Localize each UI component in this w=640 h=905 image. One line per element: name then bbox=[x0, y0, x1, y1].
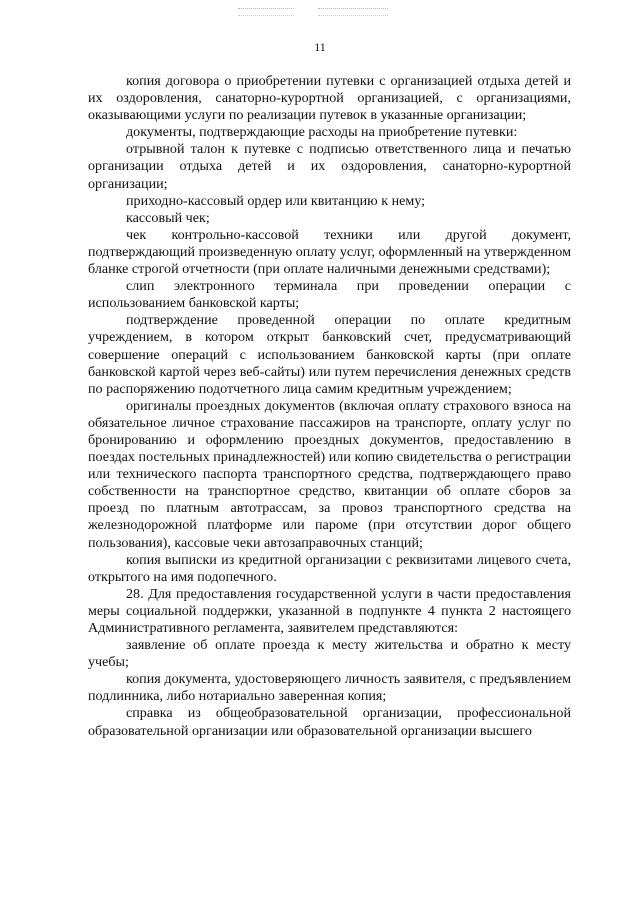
paragraph-cash-register-check: чек контрольно-кассовой техники или другой документ, подтверждающий произведенную оплату услуг, оформленный на утвержденном бланке строгой отчетности (при оплате наличными денежными средствами); bbox=[88, 226, 571, 278]
paragraph-school-certificate: справка из общеобразовательной организации, профессиональной образовательной организации или образовательной организации высшего bbox=[88, 705, 571, 739]
paragraph-account-statement: копия выписки из кредитной организации с реквизитами лицевого счета, открытого на имя подопечного. bbox=[88, 551, 571, 585]
paragraph-bank-confirmation: подтверждение проведенной операции по оплате кредитным учреждением, в котором открыт банковский счет, предусматривающий совершение операций с использованием банковской карты (при оплате банковской картой через веб-сайты) или путем перечисления денежных средств по распоряжению подотчетного лица самим кредитным учреждением; bbox=[88, 312, 571, 397]
scan-artifact-left bbox=[238, 8, 294, 16]
page-number: 11 bbox=[314, 40, 326, 54]
paragraph-item-28: 28. Для предоставления государственной услуги в части предоставления меры социальной поддержки, указанной в подпункте 4 пункта 2 настоящего Административного регламента, заявителем представляются: bbox=[88, 585, 571, 636]
paragraph-contract-copy: копия договора о приобретении путевки с организацией отдыха детей и их оздоровления, санаторно-курортной организацией, с организациями, оказывающими услуги по реализации путевок в указанные организации; bbox=[88, 73, 571, 124]
paragraph-expense-documents: документы, подтверждающие расходы на приобретение путевки: bbox=[126, 124, 518, 141]
scan-artifact-right bbox=[318, 8, 388, 16]
paragraph-identity-document-copy: копия документа, удостоверяющего личность заявителя, с предъявлением подлинника, либо нотариально заверенная копия; bbox=[88, 671, 571, 705]
paragraph-travel-payment-application: заявление об оплате проезда к месту жительства и обратно к месту учебы; bbox=[88, 637, 571, 671]
paragraph-cash-order: приходно-кассовый ордер или квитанцию к нему; bbox=[126, 192, 426, 209]
paragraph-tear-off-coupon: отрывной талон к путевке с подписью ответственного лица и печатью организации отдыха детей и их оздоровления, санаторно-курортной организации; bbox=[88, 141, 571, 192]
paragraph-terminal-slip: слип электронного терминала при проведении операции с использованием банковской карты; bbox=[88, 278, 571, 312]
document-body bbox=[88, 73, 571, 740]
paragraph-cash-receipt: кассовый чек; bbox=[126, 209, 210, 226]
paragraph-travel-documents: оригиналы проездных документов (включая оплату страхового взноса на обязательное личное страхование пассажиров на транспорте, оплату услуг по бронированию и оформлению проездных документов, предоставлению в поездах постельных принадлежностей) или копию свидетельства о регистрации или технического паспорта транспортного средства, подтверждающего право собственности на транспортное средство, квитанции об оплате сборов за проезд по платным автотрассам, за провоз транспортного средства на железнодорожной платформе или пароме (при отсутствии дорог общего пользования), кассовые чеки автозаправочных станций; bbox=[88, 397, 571, 551]
